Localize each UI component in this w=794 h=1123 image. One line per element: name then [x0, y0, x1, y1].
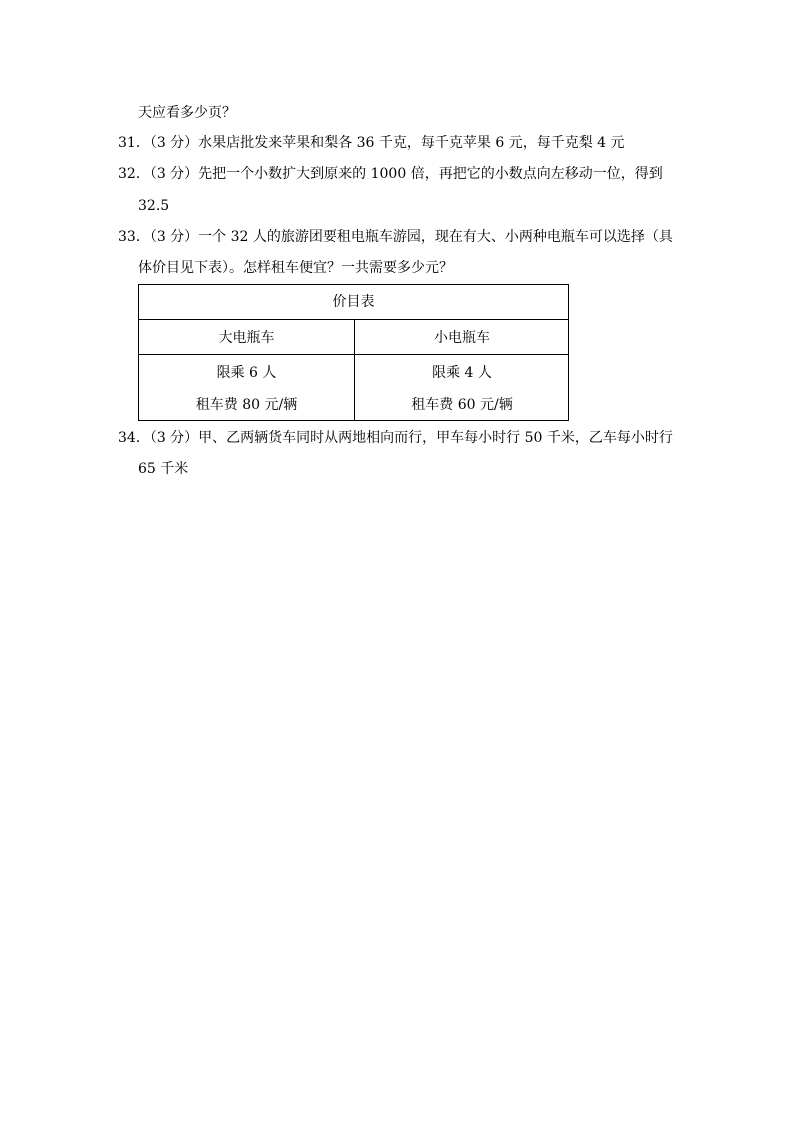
question-31: 31．（3 分）水果店批发来苹果和梨各 36 千克，每千克苹果 6 元，每千克梨 4 元: [118, 135, 625, 151]
question-34: 34．（3 分）甲、乙两辆货车同时从两地相向而行，甲车每小时行 50 千米，乙车每小时行: [118, 430, 673, 446]
small-cart-fee: 租车费 60 元/辆: [411, 397, 513, 413]
table-divider: [139, 354, 568, 355]
question-33-continuation: 体价目见下表）。怎样租车便宜？一共需要多少元？: [138, 260, 453, 276]
question-32-continuation: 32.5: [138, 198, 170, 214]
question-33: 33．（3 分）一个 32 人的旅游团要租电瓶车游园，现在有大、小两种电瓶车可以选择（具: [118, 229, 673, 245]
question-32: 32．（3 分）先把一个小数扩大到原来的 1000 倍，再把它的小数点向左移动一位，得到: [118, 166, 663, 182]
header-small-cart: 小电瓶车: [434, 330, 490, 346]
large-cart-fee: 租车费 80 元/辆: [195, 397, 298, 413]
price-table-title: 价目表: [332, 294, 375, 310]
question-34-continuation: 65 千米: [138, 461, 189, 477]
header-large-cart: 大电瓶车: [218, 330, 275, 346]
large-cart-capacity: 限乘 6 人: [216, 365, 277, 381]
small-cart-capacity: 限乘 4 人: [432, 365, 492, 381]
question-30-continuation: 天应看多少页？: [138, 105, 236, 121]
price-table: [138, 284, 569, 421]
